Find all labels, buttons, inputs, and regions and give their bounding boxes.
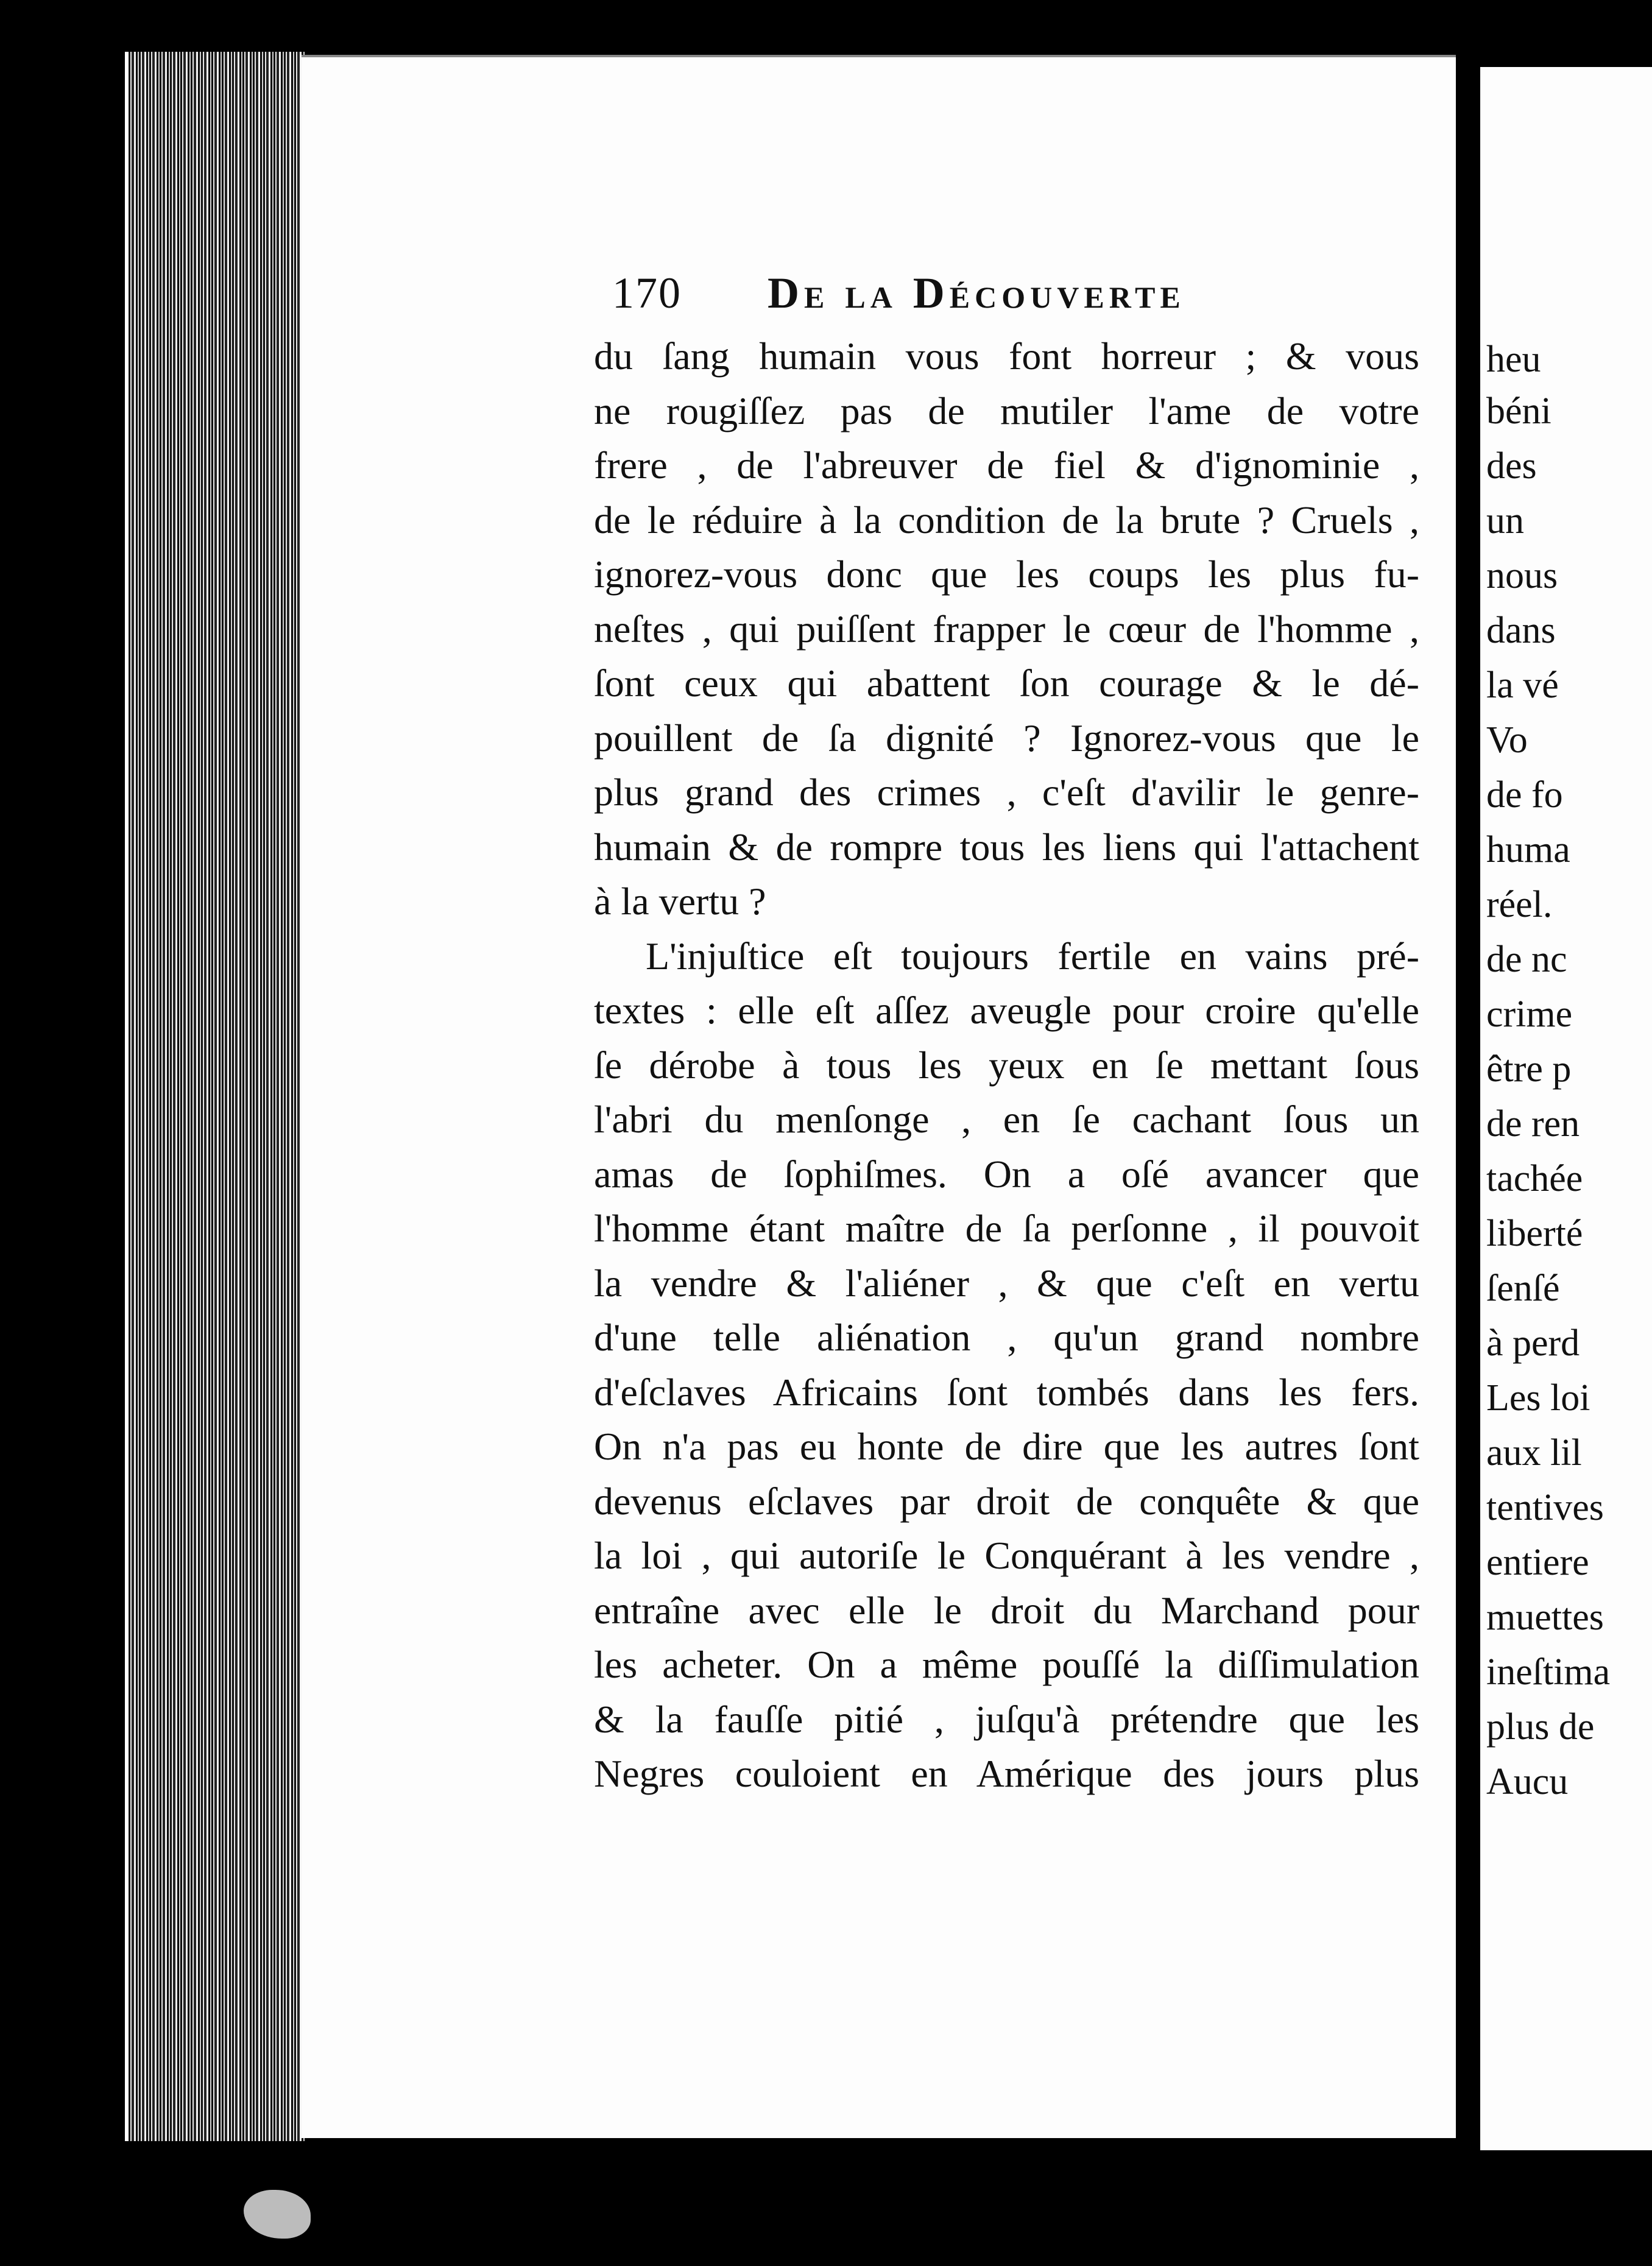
text-line: plus grand des crimes , c'eſt d'avilir le genre- [594,771,1419,814]
text-line: ne rougiſſez pas de mutiler l'ame de votre [594,389,1419,432]
facing-line: Vo [1486,719,1528,761]
text-line: ignorez-vous donc que les coups les plus fu- [594,552,1419,596]
facing-line: réel. [1486,884,1553,925]
text-line: de le réduire à la condition de la brute ? Cruels , [594,498,1419,542]
facing-line: plus de [1486,1706,1595,1748]
facing-page [1480,67,1652,2150]
body-text [594,329,1419,1801]
text-line: la vendre & l'aliéner , & que c'eſt en vertu [594,1261,1419,1305]
facing-line: aux lil [1486,1432,1582,1474]
facing-line: nous [1486,555,1558,596]
text-line: l'homme étant maître de ſa perſonne , il pouvoit [594,1207,1419,1250]
facing-line: Aucu [1486,1761,1569,1802]
running-title: De la Découverte [768,269,1185,317]
text-line: entraîne avec elle le droit du Marchand pour [594,1588,1419,1632]
paper-smudge [244,2190,311,2239]
text-line: Negres couloient en Amérique des jours plus [594,1752,1419,1795]
facing-line: être p [1486,1048,1572,1090]
facing-line: Les loi [1486,1377,1590,1419]
text-line: On n'a pas eu honte de dire que les autres ſont [594,1425,1419,1468]
page-number: 170 [612,269,682,317]
text-line: du ſang humain vous font horreur ; & vous [594,334,1419,378]
facing-line: tachée [1486,1158,1583,1199]
text-line: amas de ſophiſmes. On a oſé avancer que [594,1152,1419,1196]
text-line: d'eſclaves Africains ſont tombés dans les fers. [594,1370,1419,1414]
text-line: la loi , qui autoriſe le Conquérant à les vendre , [594,1534,1419,1577]
text-line: humain & de rompre tous les liens qui l'attachent [594,825,1419,869]
facing-line: de ren [1486,1103,1580,1145]
facing-line: entiere [1486,1542,1589,1583]
facing-line: ſenſé [1486,1268,1560,1309]
facing-line: de fo [1486,774,1563,816]
text-line: devenus eſclaves par droit de conquête & que [594,1479,1419,1523]
text-line: ſont ceux qui abattent ſon courage & le dé- [594,662,1419,705]
facing-line: tentives [1486,1487,1604,1528]
facing-line: liberté [1486,1213,1583,1254]
book-fore-edge [125,52,305,2141]
facing-line: crime [1486,994,1573,1035]
text-line: pouillent de ſa dignité ? Ignorez-vous que le [594,716,1419,760]
text-line: les acheter. On a même pouſſé la diſſimulation [594,1643,1419,1686]
facing-line: de nc [1486,939,1567,980]
text-line: textes : elle eſt aſſez aveugle pour croire qu'elle [594,989,1419,1032]
text-line: ſe dérobe à tous les yeux en ſe mettant ſous [594,1043,1419,1087]
text-line: à la vertu ? [594,880,766,923]
facing-line: la vé [1486,665,1559,706]
facing-line: un [1486,500,1524,542]
text-line: neſtes , qui puiſſent frapper le cœur de l'homme , [594,607,1419,651]
text-line: L'injuſtice eſt toujours fertile en vains pré- [646,934,1419,978]
running-head [612,268,1297,323]
facing-line: des [1486,445,1537,487]
facing-line: huma [1486,829,1570,870]
facing-line: béni [1486,390,1551,432]
text-line: l'abri du menſonge , en ſe cachant ſous un [594,1098,1419,1141]
facing-line: ineſtima [1486,1651,1611,1693]
text-line: & la fauſſe pitié , juſqu'à prétendre que les [594,1697,1419,1741]
text-line: frere , de l'abreuver de fiel & d'ignominie , [594,443,1419,487]
text-line: d'une telle aliénation , qu'un grand nombre [594,1316,1419,1359]
facing-line: muettes [1486,1597,1604,1638]
facing-line: à perd [1486,1322,1580,1364]
facing-line: heu [1486,339,1541,380]
facing-line: dans [1486,610,1556,651]
